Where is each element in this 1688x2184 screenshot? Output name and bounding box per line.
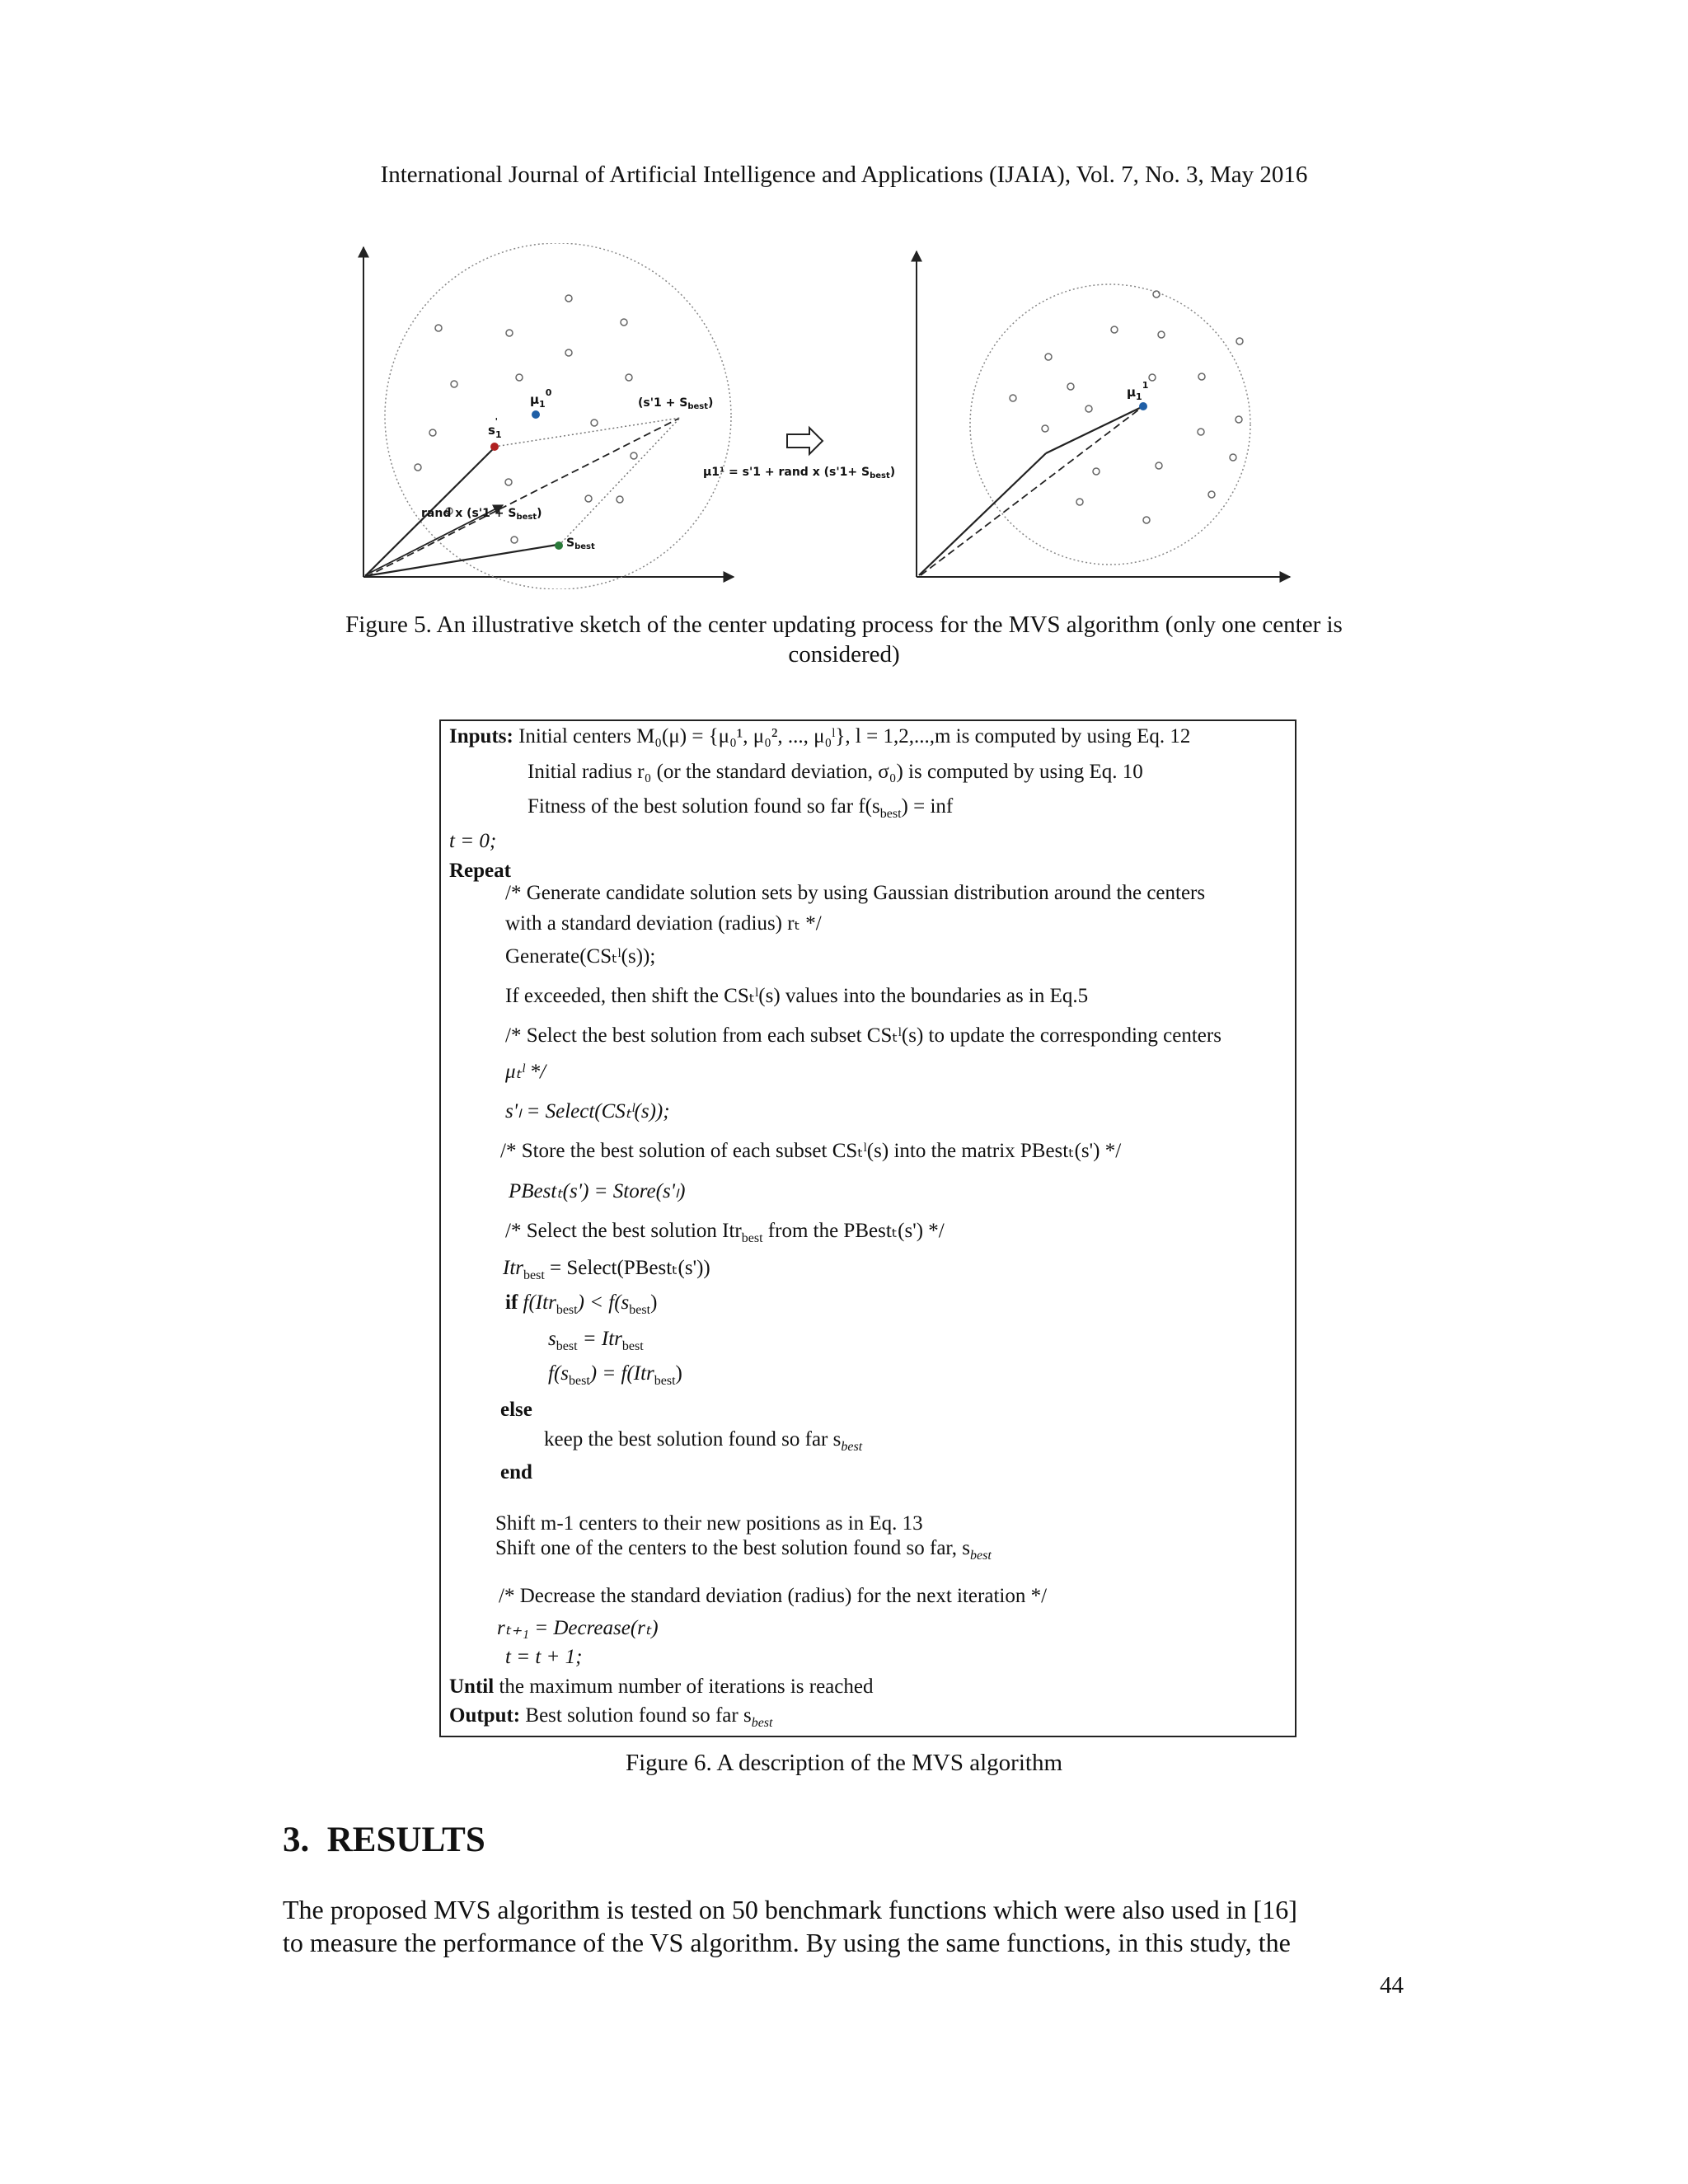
algo-line-until: Until the maximum number of iterations is reached [449, 1675, 874, 1698]
algo-line-mu-comment: μₜˡ */ [505, 1061, 546, 1083]
algorithm-box [439, 719, 1296, 1737]
s-best-point [555, 541, 563, 550]
algo-line-shift-centers: Shift m-1 centers to their new positions as in Eq. 13 [495, 1512, 923, 1535]
algo-line-generate: Generate(CSₜˡ(s)); [505, 945, 656, 968]
mu-right-label: $\mu_1^1$ [1127, 380, 1149, 402]
algo-line-else: else [500, 1399, 532, 1421]
s1-prime-point [490, 443, 499, 451]
algo-line-inputs: Inputs: Initial centers M₀(μ) = {μ₀¹, μ₀², ..., μ₀ˡ}, l = 1,2,...,m is computed by using Eq. 12 [449, 725, 1191, 748]
running-header: International Journal of Artificial Intelligence and Applications (IJAIA), Vol. 7, No. 3, May 2016 [380, 162, 1308, 188]
right-candidate-points [1010, 291, 1243, 523]
right-panel [917, 251, 1290, 577]
algo-line-increment: t = t + 1; [505, 1646, 583, 1668]
algo-line-radius: Initial radius r₀ (or the standard deviation, σ₀) is computed by using Eq. 10 [528, 761, 1143, 783]
algo-line-repeat: Repeat [449, 860, 511, 882]
algo-line-keep: keep the best solution found so far $s_{best}$ [544, 1428, 863, 1454]
algo-line-comment-decrease: /* Decrease the standard deviation (radius) for the next iteration */ [499, 1585, 1048, 1607]
rand-label: rand x $(s'1 + S_{best})$ [421, 507, 542, 522]
left-search-circle [385, 243, 731, 589]
algo-line-store: PBestₜ(s') = Store(s'ₗ) [509, 1180, 686, 1202]
algo-line-comment-store: /* Store the best solution of each subset CSₜˡ(s) into the matrix PBestₜ(s') */ [500, 1140, 1122, 1162]
algo-line-decrease: rₜ₊₁ = Decrease(rₜ) [497, 1617, 659, 1639]
mu-left-label: $\mu_1^0$ [530, 387, 552, 410]
body-paragraph-line2: to measure the performance of the VS algorithm. By using the same functions, in this study, the [283, 1928, 1291, 1957]
body-paragraph-line1: The proposed MVS algorithm is tested on 50 benchmark functions which were also used in [16] [283, 1895, 1297, 1924]
right-search-circle [970, 284, 1250, 565]
figure-6-caption: Figure 6. A description of the MVS algorithm [625, 1750, 1062, 1776]
section-heading [283, 1820, 485, 1860]
update-formula: μ1¹ = s'1 + rand x $(s'1+ S_{best})$ [703, 466, 896, 480]
algo-line-comment-radius: with a standard deviation (radius) rₜ */ [505, 912, 822, 935]
algo-line-shift-one: Shift one of the centers to the best solution found so far, $s_{best}$ [495, 1537, 992, 1563]
mu-left-center [532, 410, 540, 419]
section-title: RESULTS [326, 1821, 485, 1859]
algo-line-assign-fitness: $f(s_{best}) = f(Itr_{best})$ [548, 1362, 682, 1388]
left-candidate-points [415, 295, 637, 543]
algo-line-fitness: Fitness of the best solution found so far $f(s_{best})$ = inf [528, 795, 954, 821]
s-best-label: $S_{best}$ [566, 537, 595, 551]
section-number: 3. [283, 1821, 310, 1859]
algo-line-output: Output: Best solution found so far $s_{best}$ [449, 1704, 773, 1730]
left-panel [363, 243, 734, 589]
algo-line-end: end [500, 1461, 532, 1483]
page-number: 44 [1380, 1972, 1404, 1999]
algo-line-select: s'ₗ = Select(CSₜˡ(s)); [505, 1100, 670, 1122]
s1-prime-label: $s_1'$ [488, 416, 502, 440]
algo-line-shift-boundaries: If exceeded, then shift the CSₜˡ(s) values into the boundaries as in Eq.5 [505, 985, 1089, 1007]
algo-line-itr-select: Itr$_{best}$ = Select(PBestₜ(s')) [503, 1257, 710, 1282]
transition-arrow-icon [787, 428, 823, 454]
algo-line-if: if $f(Itr_{best}) < f(s_{best})$ [505, 1291, 658, 1317]
mu-right-center [1139, 402, 1147, 410]
algo-line-comment-itr: /* Select the best solution Itr$_{best}$ from the PBestₜ(s') */ [505, 1220, 945, 1245]
sum-label-left: $(s'1 + S_{best})$ [638, 396, 714, 411]
figure-5-caption-line1: Figure 5. An illustrative sketch of the center updating process for the MVS algorithm (only one center is [345, 612, 1343, 638]
algo-line-assign-best: $s_{best} = Itr_{best}$ [548, 1328, 644, 1353]
algo-line-comment-generate: /* Generate candidate solution sets by using Gaussian distribution around the centers [505, 882, 1206, 904]
figure-5-caption-line2: considered) [788, 641, 900, 668]
figure-5-sketch [350, 243, 1306, 589]
algo-line-t-init: t = 0; [449, 830, 497, 852]
algo-line-comment-select: /* Select the best solution from each subset CSₜˡ(s) to update the corresponding centers [505, 1024, 1221, 1047]
